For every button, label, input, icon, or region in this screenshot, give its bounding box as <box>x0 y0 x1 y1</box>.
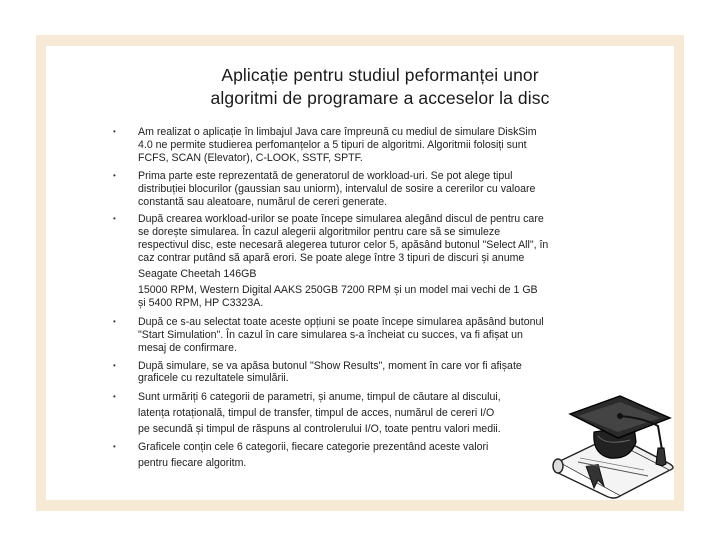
bullet-item <box>110 439 610 471</box>
bullet-line: • Prima parte este reprezentată de generatorul de workload-uri. Se pot alege tipul <box>138 169 513 182</box>
bullet-line: • Sunt urmăriți 6 categorii de parametri, și anume, timpul de căutare al discului, <box>138 391 501 404</box>
bullet-line: și 5400 RPM, HP C3323A. <box>138 296 264 309</box>
bullet-line: Seagate Cheetah 146GB <box>138 268 257 281</box>
bullet-item <box>110 316 610 355</box>
bullet-line: • După crearea workload-urilor se poate începe simularea alegând discul de pentru care <box>138 213 544 226</box>
bullet-line: pe secundă și timpul de răspuns al controlerului I/O, toate pentru valori medii. <box>138 423 501 436</box>
bullet-line: • După simulare, se va apăsa butonul "Show Results", moment în care vor fi afișate <box>138 359 522 372</box>
bullet-line: respectivul disc, este necesară alegerea tuturor celor 5, apăsând butonul "Select All", în <box>138 239 549 252</box>
bullet-line: graficele cu rezultatele simulării. <box>138 372 289 385</box>
bullet-line: • Am realizat o aplicație în limbajul Java care împreună cu mediul de simulare DiskSim <box>138 126 537 138</box>
bullet-line: FCFS, SCAN (Elevator), C-LOOK, SSTF, SPTF. <box>138 151 363 164</box>
bullet-line: constantă sau aleatoare, numărul de cereri generate. <box>138 195 388 208</box>
bullet-line: se dorește simularea. În cazul alegerii algoritmilor pentru care să se simuleze <box>138 226 501 239</box>
bullet-line: mesaj de confirmare. <box>138 341 237 354</box>
bullet-line: pentru fiecare algoritm. <box>138 457 247 470</box>
bullet-list <box>110 126 610 471</box>
title-line-1: Aplicație pentru studiul peformanței unor <box>221 65 539 85</box>
bullet-item <box>110 389 610 437</box>
bullet-line: 15000 RPM, Western Digital AAKS 250GB 7200 RPM și un model mai vechi de 1 GB <box>138 283 538 296</box>
bullet-line: caz contrar putând să apară erori. Se poate alege între 3 tipuri de discuri și anume <box>138 252 525 265</box>
bullet-line: • Graficele conțin cele 6 categorii, fiecare categorie prezentând aceste valori <box>138 441 489 454</box>
bullet-line: distribuției blocurilor (gaussian sau uniorm), intervalul de sosire a cererilor cu valoare <box>138 182 536 195</box>
bullet-line: latența rotațională, timpul de transfer, timpul de acces, numărul de cereri I/O <box>138 407 495 420</box>
slide-title <box>100 64 660 110</box>
bullet-line: "Start Simulation". În cazul în care simularea s-a încheiat cu succes, va fi afișat un <box>138 328 523 341</box>
bullet-item <box>110 126 610 165</box>
bullet-item <box>110 170 610 209</box>
bullet-item <box>110 213 610 309</box>
title-line-2: algoritmi de programare a acceselor la disc <box>210 88 550 108</box>
bullet-line: • După ce s-au selectat toate aceste opțiuni se poate începe simularea apăsând butonul <box>138 315 544 328</box>
graduation-cap-diploma-icon <box>548 392 676 502</box>
bullet-item <box>110 360 610 386</box>
bullet-line: 4.0 ne permite studierea perfomanțelor a 5 tipuri de algoritmi. Algoritmii folosiți sunt <box>138 138 527 151</box>
